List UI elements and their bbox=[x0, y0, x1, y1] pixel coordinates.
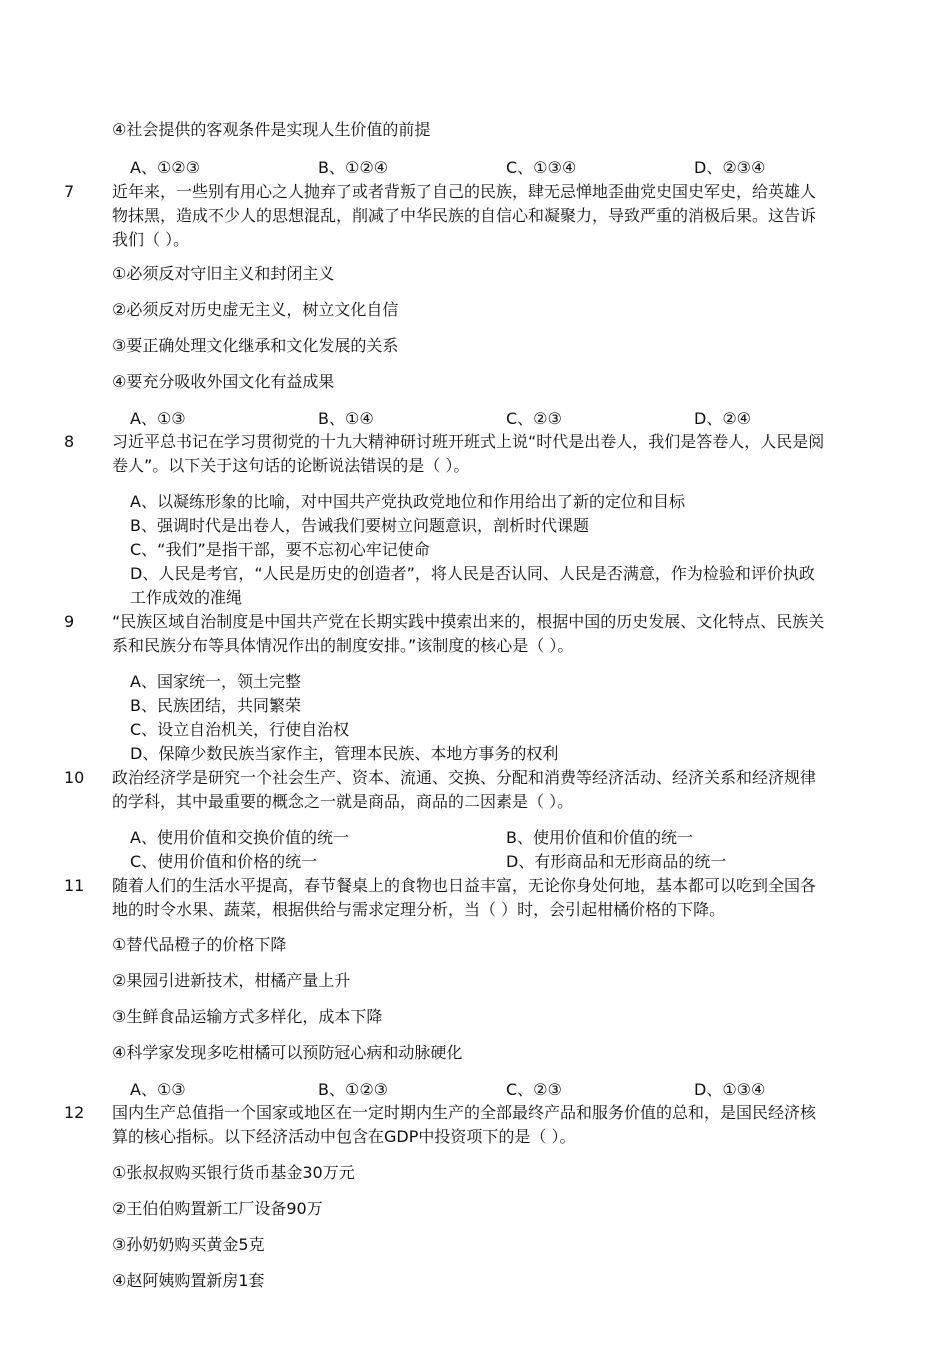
option-d: D、保障少数民族当家作主，管理本民族、本地方事务的权利 bbox=[130, 744, 559, 763]
statement: ③生鲜食品运输方式多样化，成本下降 bbox=[112, 1007, 383, 1026]
question-stem-line: 地的时令水果、蔬菜，根据供给与需求定理分析，当（ ）时，会引起柑橘价格的下降。 bbox=[112, 900, 726, 919]
question-stem-line: 算的核心指标。以下经济活动中包含在GDP中投资项下的是（ ）。 bbox=[112, 1127, 576, 1146]
question-stem-line: 政治经济学是研究一个社会生产、资本、流通、交换、分配和消费等经济活动、经济关系和经济规律 bbox=[112, 768, 817, 787]
option-d: D、人民是考官，“人民是历史的创造者”，将人民是否认同、人民是否满意，作为检验和评价执政 bbox=[130, 564, 815, 583]
statement: ②果园引进新技术，柑橘产量上升 bbox=[112, 971, 351, 990]
option-c: C、设立自治机关，行使自治权 bbox=[130, 720, 350, 739]
option-c: C、②③ bbox=[506, 409, 562, 428]
option-d: D、①③④ bbox=[694, 1080, 766, 1099]
statement: ④赵阿姨购置新房1套 bbox=[112, 1271, 265, 1290]
option-a: A、①③ bbox=[130, 1080, 186, 1099]
option-b: B、使用价值和价值的统一 bbox=[506, 828, 693, 847]
option-d-continued: 工作成效的准绳 bbox=[130, 588, 243, 607]
question-stem-line: 我们（ ）。 bbox=[112, 230, 190, 249]
statement: ②王伯伯购置新工厂设备90万 bbox=[112, 1199, 323, 1218]
question-number: 8 bbox=[64, 432, 75, 451]
question-number: 11 bbox=[64, 876, 85, 895]
statement: ②必须反对历史虚无主义，树立文化自信 bbox=[112, 300, 399, 319]
question-stem-line: 卷人”。以下关于这句话的论断说法错误的是（ ）。 bbox=[112, 456, 470, 475]
statement: ①张叔叔购买银行货币基金30万元 bbox=[112, 1163, 355, 1182]
option-d: D、②③④ bbox=[694, 158, 766, 177]
option-b: B、民族团结，共同繁荣 bbox=[130, 696, 301, 715]
option-c: C、②③ bbox=[506, 1080, 562, 1099]
statement: ④科学家发现多吃柑橘可以预防冠心病和动脉硬化 bbox=[112, 1043, 463, 1062]
question-number: 9 bbox=[64, 612, 75, 631]
option-b: B、强调时代是出卷人，告诫我们要树立问题意识，剖析时代课题 bbox=[130, 516, 589, 535]
statement: ③孙奶奶购买黄金5克 bbox=[112, 1235, 265, 1254]
option-c: C、“我们”是指干部，要不忘初心牢记使命 bbox=[130, 540, 430, 559]
question-stem-line: 随着人们的生活水平提高，春节餐桌上的食物也日益丰富，无论你身处何地，基本都可以吃到全国各 bbox=[112, 876, 817, 895]
option-a: A、国家统一，领土完整 bbox=[130, 672, 301, 691]
question-stem-line: 物抹黑，造成不少人的思想混乱，削减了中华民族的自信心和凝聚力，导致严重的消极后果。这告诉 bbox=[112, 206, 817, 225]
question-number: 10 bbox=[64, 768, 85, 787]
question-stem-line: 习近平总书记在学习贯彻党的十九大精神研讨班开班式上说“时代是出卷人，我们是答卷人，人民是阅 bbox=[112, 432, 825, 451]
option-d: D、②④ bbox=[694, 409, 752, 428]
statement: ④社会提供的客观条件是实现人生价值的前提 bbox=[112, 120, 431, 139]
option-b: B、①④ bbox=[318, 409, 374, 428]
statement: ①替代品橙子的价格下降 bbox=[112, 935, 287, 954]
question-stem-line: 近年来，一些别有用心之人抛弃了或者背叛了自己的民族，肆无忌惮地歪曲党史国史军史，给英雄人 bbox=[112, 182, 817, 201]
question-stem-line: “民族区域自治制度是中国共产党在长期实践中摸索出来的，根据中国的历史发展、文化特点、民族关 bbox=[112, 612, 825, 631]
option-a: A、使用价值和交换价值的统一 bbox=[130, 828, 349, 847]
option-c: C、①③④ bbox=[506, 158, 577, 177]
question-stem-line: 系和民族分布等具体情况作出的制度安排。”该制度的核心是（ ）。 bbox=[112, 636, 574, 655]
question-number: 7 bbox=[64, 182, 75, 201]
option-a: A、以凝练形象的比喻，对中国共产党执政党地位和作用给出了新的定位和目标 bbox=[130, 492, 685, 511]
option-c: C、使用价值和价格的统一 bbox=[130, 852, 318, 871]
statement: ①必须反对守旧主义和封闭主义 bbox=[112, 264, 335, 283]
question-number: 12 bbox=[64, 1103, 85, 1122]
option-a: A、①③ bbox=[130, 409, 186, 428]
statement: ④要充分吸收外国文化有益成果 bbox=[112, 372, 335, 391]
statement: ③要正确处理文化继承和文化发展的关系 bbox=[112, 336, 399, 355]
option-b: B、①②③ bbox=[318, 1080, 389, 1099]
question-stem-line: 国内生产总值指一个国家或地区在一定时期内生产的全部最终产品和服务价值的总和，是国民经济核 bbox=[112, 1103, 817, 1122]
option-d: D、有形商品和无形商品的统一 bbox=[506, 852, 727, 871]
option-a: A、①②③ bbox=[130, 158, 200, 177]
option-b: B、①②④ bbox=[318, 158, 389, 177]
question-stem-line: 的学科，其中最重要的概念之一就是商品，商品的二因素是（ ）。 bbox=[112, 792, 574, 811]
